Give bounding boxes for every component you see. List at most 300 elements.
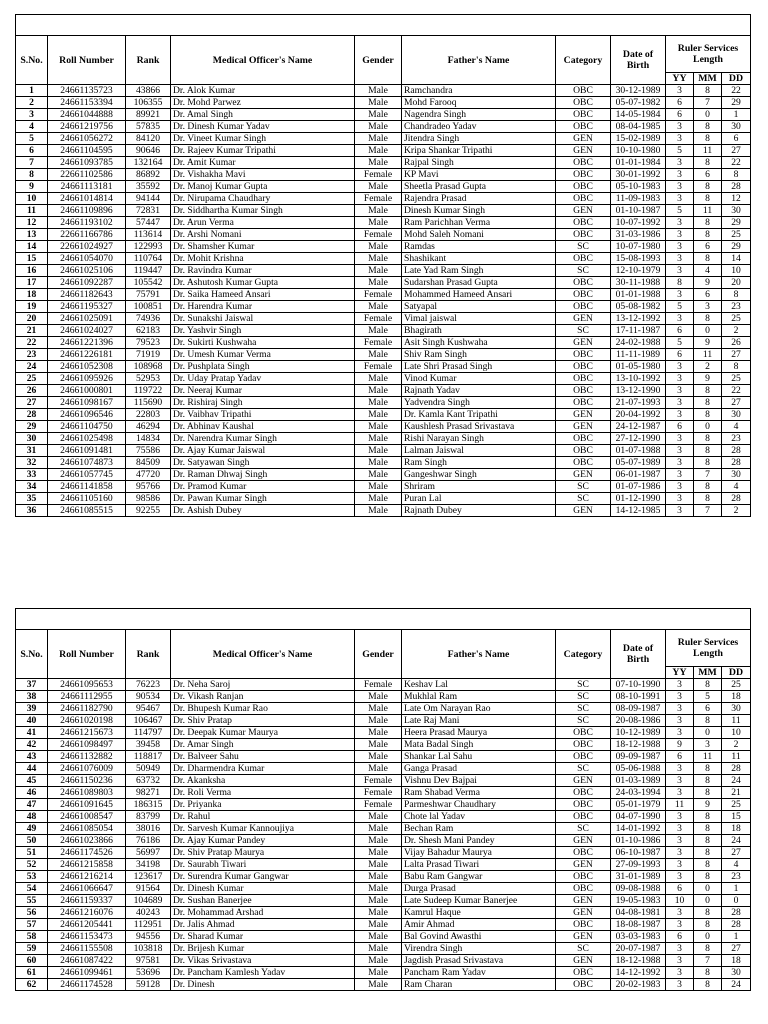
cell-service-yy: 5 [666,145,694,157]
cell-father-name: Asit Singh Kushwaha [402,337,556,349]
cell-father-name: Ram Parichhan Verma [402,217,556,229]
col-yy: YY [666,73,694,85]
cell-service-mm: 8 [694,181,722,193]
cell-date-of-birth: 06-01-1987 [611,469,666,481]
col-father: Father's Name [402,36,556,85]
cell-date-of-birth: 05-07-1982 [611,97,666,109]
cell-service-dd: 2 [722,505,751,517]
cell-roll-number: 24661014814 [48,193,126,205]
cell-rank: 114797 [126,727,171,739]
cell-service-yy: 3 [666,787,694,799]
cell-father-name: Sudarshan Prasad Gupta [402,277,556,289]
cell-date-of-birth: 18-08-1987 [611,919,666,931]
cell-gender: Male [355,943,402,955]
cell-rank: 105542 [126,277,171,289]
cell-rank: 84120 [126,133,171,145]
cell-roll-number: 24661221396 [48,337,126,349]
cell-sno: 40 [16,715,48,727]
cell-service-yy: 3 [666,433,694,445]
cell-officer-name: Dr. Manoj Kumar Gupta [171,181,355,193]
cell-officer-name: Dr. Vikas Srivastava [171,955,355,967]
table-row [16,385,751,397]
cell-service-yy: 3 [666,85,694,97]
cell-roll-number: 24661008547 [48,811,126,823]
cell-service-yy: 6 [666,751,694,763]
cell-gender: Male [355,481,402,493]
cell-service-mm: 8 [694,847,722,859]
cell-service-yy: 3 [666,469,694,481]
cell-sno: 35 [16,493,48,505]
table-row [16,967,751,979]
cell-category: OBC [556,109,611,121]
cell-sno: 46 [16,787,48,799]
cell-service-mm: 8 [694,133,722,145]
cell-roll-number: 24661023866 [48,835,126,847]
cell-rank: 97581 [126,955,171,967]
cell-service-dd: 8 [722,361,751,373]
cell-sno: 12 [16,217,48,229]
cell-officer-name: Dr. Satyawan Singh [171,457,355,469]
cell-father-name: Late Yad Ram Singh [402,265,556,277]
cell-rank: 34198 [126,859,171,871]
cell-service-mm: 6 [694,241,722,253]
table-row [16,349,751,361]
cell-service-mm: 3 [694,301,722,313]
cell-gender: Female [355,313,402,325]
cell-roll-number: 24661219756 [48,121,126,133]
cell-service-mm: 0 [694,883,722,895]
cell-sno: 3 [16,109,48,121]
cell-sno: 17 [16,277,48,289]
cell-roll-number: 24661174526 [48,847,126,859]
cell-gender: Male [355,955,402,967]
cell-sno: 21 [16,325,48,337]
col-yy: YY [666,667,694,679]
cell-father-name: Dr. Kamla Kant Tripathi [402,409,556,421]
cell-sno: 20 [16,313,48,325]
cell-service-yy: 3 [666,919,694,931]
cell-category: OBC [556,811,611,823]
cell-date-of-birth: 05-07-1989 [611,457,666,469]
cell-date-of-birth: 05-10-1983 [611,181,666,193]
cell-category: GEN [556,931,611,943]
cell-father-name: Ram Singh [402,457,556,469]
cell-service-mm: 11 [694,349,722,361]
col-father: Father's Name [402,630,556,679]
cell-rank: 122993 [126,241,171,253]
cell-gender: Male [355,871,402,883]
cell-father-name: Rajendra Prasad [402,193,556,205]
cell-sno: 47 [16,799,48,811]
cell-service-yy: 3 [666,217,694,229]
cell-category: GEN [556,835,611,847]
cell-roll-number: 24661205441 [48,919,126,931]
cell-officer-name: Dr. Dinesh Kumar [171,883,355,895]
cell-service-mm: 8 [694,397,722,409]
table-row [16,145,751,157]
cell-officer-name: Dr. Brijesh Kumar [171,943,355,955]
cell-officer-name: Dr. Pushplata Singh [171,361,355,373]
cell-service-mm: 8 [694,907,722,919]
cell-sno: 4 [16,121,48,133]
cell-rank: 186315 [126,799,171,811]
cell-service-dd: 4 [722,481,751,493]
cell-rank: 57447 [126,217,171,229]
cell-category: GEN [556,133,611,145]
cell-service-yy: 3 [666,241,694,253]
roster-table-1 [15,14,751,517]
cell-sno: 36 [16,505,48,517]
cell-rank: 115690 [126,397,171,409]
cell-date-of-birth: 13-12-1992 [611,313,666,325]
cell-father-name: Lalman Jaiswal [402,445,556,457]
cell-date-of-birth: 01-01-1988 [611,289,666,301]
cell-service-dd: 11 [722,751,751,763]
cell-category: OBC [556,217,611,229]
cell-date-of-birth: 10-12-1989 [611,727,666,739]
cell-category: GEN [556,907,611,919]
cell-officer-name: Dr. Amit Kumar [171,157,355,169]
cell-father-name: Late Shri Prasad Singh [402,361,556,373]
cell-service-mm: 9 [694,337,722,349]
cell-sno: 1 [16,85,48,97]
cell-service-dd: 1 [722,931,751,943]
cell-father-name: Mohd Farooq [402,97,556,109]
col-dd: DD [722,667,751,679]
cell-roll-number: 24661093785 [48,157,126,169]
cell-gender: Male [355,217,402,229]
cell-sno: 5 [16,133,48,145]
table-row [16,799,751,811]
cell-sno: 18 [16,289,48,301]
cell-service-yy: 3 [666,253,694,265]
cell-officer-name: Dr. Dharmendra Kumar [171,763,355,775]
cell-officer-name: Dr. Vishakha Mavi [171,169,355,181]
cell-service-mm: 9 [694,799,722,811]
table-row [16,337,751,349]
col-dd: DD [722,73,751,85]
cell-service-dd: 1 [722,109,751,121]
cell-gender: Male [355,967,402,979]
cell-date-of-birth: 15-08-1993 [611,253,666,265]
cell-father-name: Rajpal Singh [402,157,556,169]
cell-service-mm: 11 [694,145,722,157]
cell-officer-name: Dr. Akanksha [171,775,355,787]
cell-service-yy: 3 [666,679,694,691]
cell-service-yy: 3 [666,775,694,787]
cell-service-yy: 3 [666,133,694,145]
cell-service-mm: 8 [694,481,722,493]
cell-gender: Male [355,265,402,277]
cell-service-dd: 20 [722,277,751,289]
cell-officer-name: Dr. Ashutosh Kumar Gupta [171,277,355,289]
cell-gender: Female [355,775,402,787]
cell-officer-name: Dr. Shiv Pratap Maurya [171,847,355,859]
cell-date-of-birth: 08-10-1991 [611,691,666,703]
cell-category: GEN [556,409,611,421]
cell-date-of-birth: 13-10-1992 [611,373,666,385]
cell-father-name: Shankar Lal Sahu [402,751,556,763]
cell-officer-name: Dr. Mohd Parwez [171,97,355,109]
cell-officer-name: Dr. Mohit Krishna [171,253,355,265]
cell-gender: Male [355,349,402,361]
table-row [16,715,751,727]
cell-category: OBC [556,397,611,409]
cell-gender: Male [355,241,402,253]
cell-rank: 50949 [126,763,171,775]
cell-service-mm: 11 [694,205,722,217]
cell-gender: Female [355,361,402,373]
cell-gender: Male [355,895,402,907]
cell-sno: 25 [16,373,48,385]
cell-service-mm: 0 [694,325,722,337]
cell-roll-number: 24661020198 [48,715,126,727]
cell-service-mm: 8 [694,493,722,505]
cell-father-name: Ganga Prasad [402,763,556,775]
table-row [16,751,751,763]
cell-father-name: Chandradeo Yadav [402,121,556,133]
cell-date-of-birth: 01-12-1990 [611,493,666,505]
cell-gender: Female [355,337,402,349]
cell-gender: Male [355,823,402,835]
cell-service-dd: 2 [722,739,751,751]
cell-category: OBC [556,979,611,991]
col-roll: Roll Number [48,36,126,85]
cell-date-of-birth: 12-10-1979 [611,265,666,277]
table-row [16,739,751,751]
cell-officer-name: Dr. Rahul [171,811,355,823]
cell-service-mm: 8 [694,871,722,883]
cell-category: OBC [556,967,611,979]
cell-roll-number: 24661095653 [48,679,126,691]
roster-body-1 [16,85,751,517]
cell-service-mm: 8 [694,313,722,325]
cell-service-yy: 11 [666,799,694,811]
col-ruler: Ruler Services Length [666,630,751,667]
cell-father-name: Shiv Ram Singh [402,349,556,361]
cell-sno: 34 [16,481,48,493]
cell-gender: Male [355,253,402,265]
cell-father-name: Rishi Narayan Singh [402,433,556,445]
cell-service-yy: 3 [666,157,694,169]
cell-gender: Male [355,751,402,763]
cell-service-mm: 9 [694,373,722,385]
cell-father-name: Gangeshwar Singh [402,469,556,481]
table-row [16,133,751,145]
table-row [16,433,751,445]
cell-father-name: Bal Govind Awasthi [402,931,556,943]
cell-gender: Male [355,739,402,751]
cell-category: GEN [556,145,611,157]
cell-roll-number: 24661085054 [48,823,126,835]
cell-date-of-birth: 01-05-1980 [611,361,666,373]
cell-officer-name: Dr. Pawan Kumar Singh [171,493,355,505]
cell-sno: 49 [16,823,48,835]
cell-officer-name: Dr. Sharad Kumar [171,931,355,943]
cell-rank: 118817 [126,751,171,763]
cell-date-of-birth: 03-03-1983 [611,931,666,943]
table-row [16,931,751,943]
cell-rank: 90646 [126,145,171,157]
cell-category: OBC [556,883,611,895]
cell-date-of-birth: 24-02-1988 [611,337,666,349]
cell-gender: Male [355,883,402,895]
cell-service-dd: 27 [722,397,751,409]
cell-rank: 39458 [126,739,171,751]
cell-roll-number: 24661105160 [48,493,126,505]
cell-rank: 43866 [126,85,171,97]
table-row [16,265,751,277]
cell-date-of-birth: 20-07-1987 [611,943,666,955]
cell-roll-number: 24661099461 [48,967,126,979]
cell-service-dd: 1 [722,883,751,895]
cell-date-of-birth: 01-03-1989 [611,775,666,787]
cell-category: SC [556,823,611,835]
col-sno: S.No. [16,36,48,85]
cell-service-yy: 3 [666,763,694,775]
cell-date-of-birth: 05-06-1988 [611,763,666,775]
col-category: Category [556,630,611,679]
cell-rank: 75586 [126,445,171,457]
cell-gender: Male [355,133,402,145]
cell-category: OBC [556,433,611,445]
cell-officer-name: Dr. Neha Saroj [171,679,355,691]
cell-date-of-birth: 09-08-1988 [611,883,666,895]
cell-sno: 19 [16,301,48,313]
cell-service-mm: 7 [694,505,722,517]
cell-gender: Male [355,931,402,943]
cell-roll-number: 24661066647 [48,883,126,895]
cell-category: SC [556,943,611,955]
table-row [16,883,751,895]
cell-service-dd: 11 [722,715,751,727]
cell-father-name: Late Raj Mani [402,715,556,727]
cell-roll-number: 24661104595 [48,145,126,157]
cell-sno: 24 [16,361,48,373]
cell-date-of-birth: 05-01-1979 [611,799,666,811]
cell-date-of-birth: 13-12-1990 [611,385,666,397]
cell-service-yy: 3 [666,727,694,739]
cell-service-yy: 10 [666,895,694,907]
cell-date-of-birth: 08-09-1987 [611,703,666,715]
cell-roll-number: 24661215858 [48,859,126,871]
cell-category: SC [556,265,611,277]
cell-category: SC [556,715,611,727]
cell-date-of-birth: 20-08-1986 [611,715,666,727]
cell-gender: Female [355,289,402,301]
cell-service-dd: 28 [722,445,751,457]
cell-rank: 94556 [126,931,171,943]
cell-date-of-birth: 31-03-1986 [611,229,666,241]
cell-rank: 119447 [126,265,171,277]
cell-service-yy: 3 [666,979,694,991]
cell-category: OBC [556,349,611,361]
table-row [16,823,751,835]
cell-sno: 42 [16,739,48,751]
cell-sno: 37 [16,679,48,691]
cell-sno: 10 [16,193,48,205]
table-row [16,469,751,481]
cell-roll-number: 24661216214 [48,871,126,883]
cell-roll-number: 24661087422 [48,955,126,967]
cell-service-dd: 28 [722,919,751,931]
cell-gender: Male [355,181,402,193]
cell-roll-number: 24661195327 [48,301,126,313]
cell-roll-number: 24661095926 [48,373,126,385]
cell-rank: 90534 [126,691,171,703]
cell-officer-name: Dr. Rishiraj Singh [171,397,355,409]
cell-officer-name: Dr. Rajeev Kumar Tripathi [171,145,355,157]
cell-service-yy: 3 [666,229,694,241]
cell-gender: Female [355,229,402,241]
cell-service-yy: 3 [666,169,694,181]
cell-officer-name: Dr. Harendra Kumar [171,301,355,313]
cell-father-name: Kaushlesh Prasad Srivastava [402,421,556,433]
table-row [16,727,751,739]
cell-gender: Male [355,691,402,703]
cell-father-name: Lalta Prasad Tiwari [402,859,556,871]
cell-officer-name: Dr. Balveer Sahu [171,751,355,763]
cell-date-of-birth: 11-11-1989 [611,349,666,361]
cell-father-name: Rajnath Yadav [402,385,556,397]
cell-rank: 89921 [126,109,171,121]
cell-officer-name: Dr. Saika Hameed Ansari [171,289,355,301]
cell-sno: 30 [16,433,48,445]
cell-rank: 112951 [126,919,171,931]
cell-service-dd: 22 [722,385,751,397]
cell-roll-number: 24661174528 [48,979,126,991]
cell-service-dd: 18 [722,955,751,967]
cell-service-yy: 3 [666,457,694,469]
cell-service-dd: 30 [722,409,751,421]
cell-service-mm: 8 [694,787,722,799]
cell-category: OBC [556,169,611,181]
cell-service-yy: 3 [666,847,694,859]
cell-service-yy: 6 [666,97,694,109]
cell-sno: 13 [16,229,48,241]
cell-officer-name: Dr. Bhupesh Kumar Rao [171,703,355,715]
cell-father-name: Virendra Singh [402,943,556,955]
cell-father-name: Kripa Shankar Tripathi [402,145,556,157]
cell-officer-name: Dr. Arshi Nomani [171,229,355,241]
cell-gender: Male [355,469,402,481]
cell-date-of-birth: 30-12-1989 [611,85,666,97]
cell-officer-name: Dr. Amar Singh [171,739,355,751]
cell-rank: 104689 [126,895,171,907]
table-row [16,445,751,457]
cell-category: SC [556,493,611,505]
cell-sno: 15 [16,253,48,265]
cell-roll-number: 24661054070 [48,253,126,265]
table-row [16,301,751,313]
table-row [16,97,751,109]
cell-father-name: Jagdish Prasad Srivastava [402,955,556,967]
cell-service-yy: 3 [666,289,694,301]
cell-father-name: Vimal jaiswal [402,313,556,325]
cell-date-of-birth: 10-10-1980 [611,145,666,157]
cell-category: OBC [556,445,611,457]
cell-service-mm: 3 [694,739,722,751]
cell-roll-number: 22661166786 [48,229,126,241]
table-row [16,325,751,337]
cell-father-name: Chote lal Yadav [402,811,556,823]
cell-rank: 108968 [126,361,171,373]
cell-gender: Male [355,703,402,715]
cell-date-of-birth: 07-10-1990 [611,679,666,691]
cell-service-dd: 18 [722,691,751,703]
cell-rank: 59128 [126,979,171,991]
cell-sno: 16 [16,265,48,277]
